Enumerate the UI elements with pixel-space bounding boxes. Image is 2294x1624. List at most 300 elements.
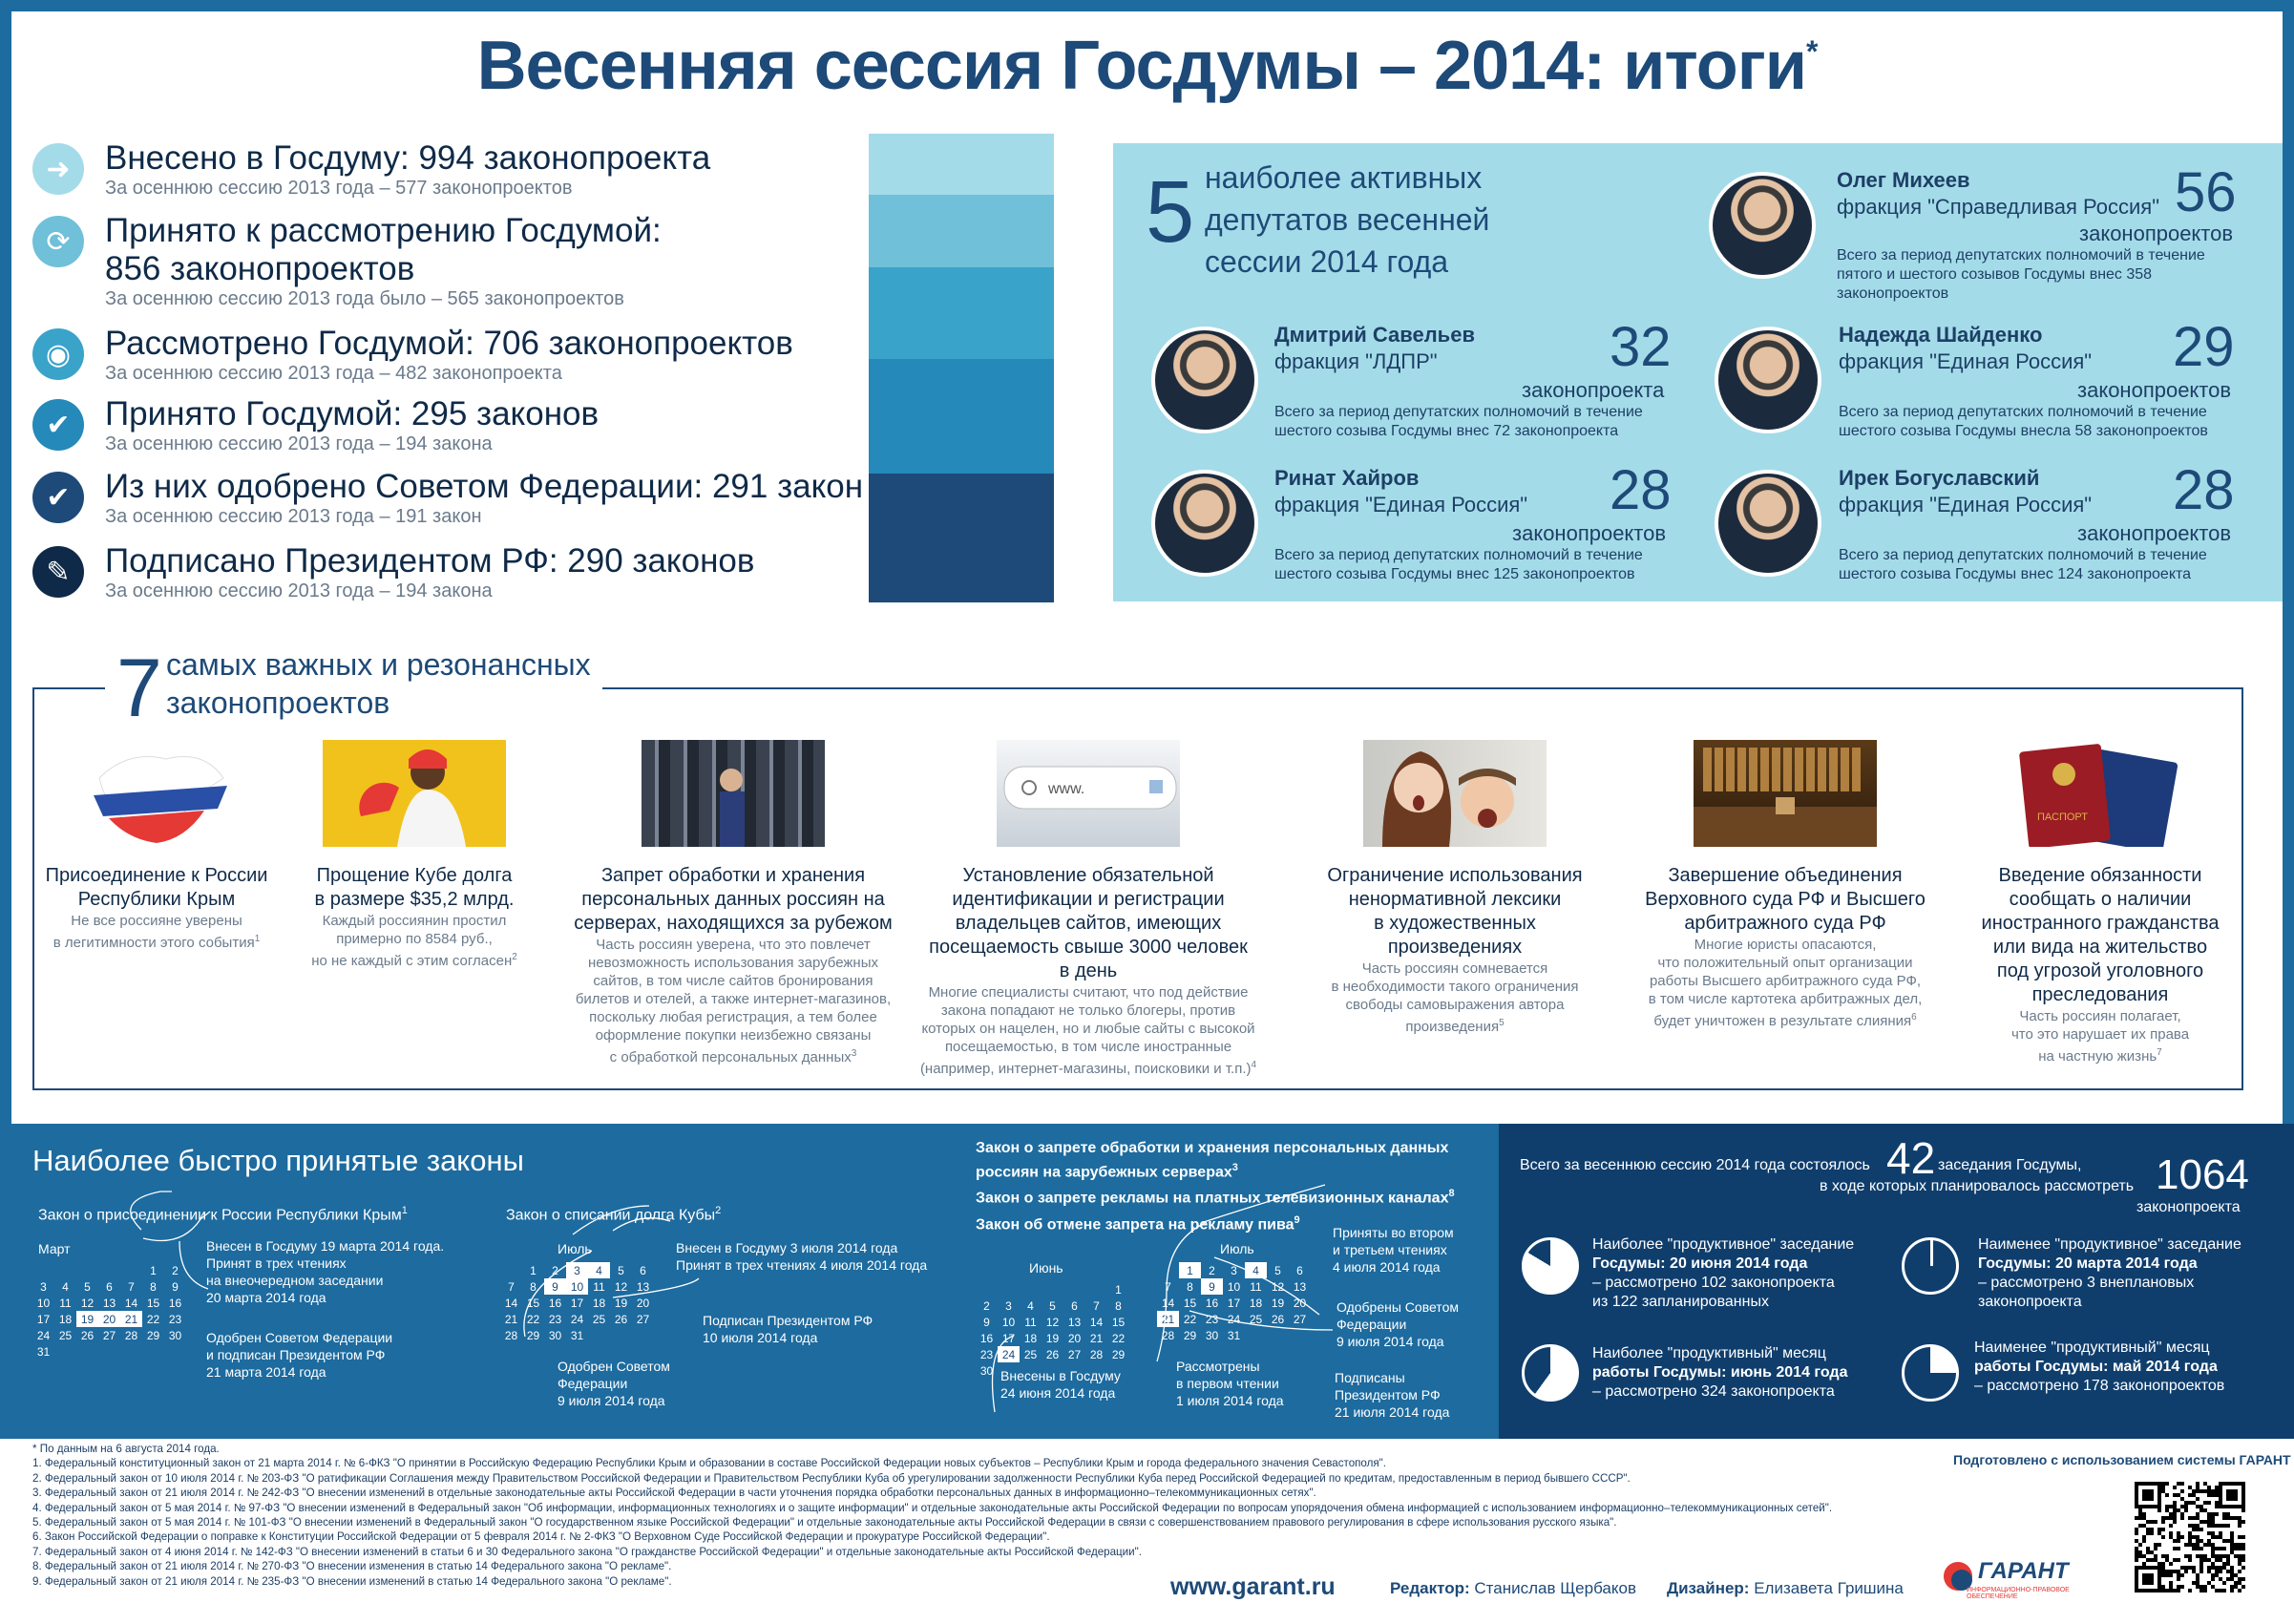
bill-title-line: идентификации и регистрации bbox=[952, 889, 1225, 910]
calendar-day: 30 bbox=[979, 1363, 994, 1378]
footnote-mark: 7 bbox=[2157, 1047, 2162, 1058]
calendar-day: 7 bbox=[1093, 1298, 1100, 1313]
eye-icon: ◉ bbox=[32, 328, 84, 380]
calendar-day: 20 bbox=[1293, 1296, 1307, 1310]
bill-title-line: или вида на жительство bbox=[1992, 937, 2208, 958]
law-title-line: Закон об отмене запрета на рекламу пива$^9$ bbox=[976, 1214, 1300, 1234]
deputy-desc-line: Всего за период депутатских полномочий в течение bbox=[1837, 247, 2205, 264]
bill-sub-line: закона попадают не только блогеры, против bbox=[940, 1002, 1236, 1019]
double-check-icon: ✔ bbox=[32, 472, 84, 523]
deputy-bill-label: законопроектов bbox=[2079, 221, 2234, 245]
bill-title bbox=[916, 864, 1260, 983]
note-line: 4 июля 2014 года bbox=[1333, 1259, 1441, 1275]
calendar-day: 9 bbox=[172, 1279, 179, 1294]
bill-sub bbox=[290, 912, 538, 970]
stat-text bbox=[105, 395, 599, 454]
deputy-faction: фракция "Справедливая Россия" bbox=[1837, 195, 2160, 219]
calendar-day: 23 bbox=[168, 1312, 182, 1326]
deputy-name: Ринат Хайров bbox=[1274, 466, 1420, 490]
stat-row bbox=[32, 542, 754, 601]
session-stat-line: Наиболее "продуктивный" месяц bbox=[1592, 1345, 1826, 1361]
bill-title-line: преследования bbox=[2031, 984, 2169, 1005]
deputy-photo bbox=[1715, 470, 1821, 577]
note-line: Президентом РФ bbox=[1335, 1387, 1441, 1403]
calendar-day: 17 bbox=[36, 1312, 51, 1326]
bill-title-line: иностранного гражданства bbox=[1981, 913, 2220, 934]
footnote: 6. Закон Российской Федерации о поправке к Конституции Российской Федерации от 5 февраля 2014 г. № 2-ФКЗ "О Верховном Суде Российской Федерации и прокуратуре Российской Федерации". bbox=[32, 1530, 1050, 1544]
bill-title-line: Установление обязательной bbox=[962, 865, 1214, 886]
deputy-bill-count: 28 bbox=[2173, 459, 2235, 521]
calendar-day: 10 bbox=[36, 1296, 51, 1310]
deputy-bill-count: 32 bbox=[1610, 316, 1672, 378]
bill-sub-line: свободы самовыражения автора bbox=[1345, 997, 1565, 1013]
cuba-image bbox=[323, 740, 506, 847]
calendar-day: 11 bbox=[1024, 1315, 1037, 1329]
calendar-day: 21 bbox=[1089, 1331, 1104, 1345]
calendar-day: 30 bbox=[1205, 1328, 1219, 1342]
stat-row bbox=[32, 325, 793, 384]
calendar-day: 18 bbox=[1249, 1296, 1263, 1310]
qr-code bbox=[2135, 1482, 2245, 1592]
calendar-day: 5 bbox=[1274, 1263, 1281, 1277]
stat-text bbox=[105, 212, 662, 309]
bill-title-line: Завершение объединения bbox=[1668, 865, 1903, 886]
fast-laws-title: Наиболее быстро принятые законы bbox=[32, 1144, 524, 1177]
calendar-day: 10 bbox=[1001, 1315, 1016, 1329]
calendar-day: 22 bbox=[146, 1312, 160, 1326]
calendar-day: 9 bbox=[544, 1278, 566, 1295]
note-line: Приняты во втором bbox=[1333, 1225, 1454, 1240]
calendar-day: 13 bbox=[636, 1279, 650, 1294]
session-stat-line: – рассмотрено 102 законопроекта bbox=[1592, 1275, 1835, 1291]
calendar-day: 7 bbox=[128, 1279, 135, 1294]
deputy-photo bbox=[1151, 470, 1258, 577]
calendar-day: 10 bbox=[1227, 1279, 1241, 1294]
calendar-day: 5 bbox=[618, 1263, 624, 1277]
calendar-day: 21 bbox=[504, 1312, 518, 1326]
calendar-month: Июль bbox=[558, 1241, 592, 1256]
calendar-day: 29 bbox=[526, 1328, 540, 1342]
calendar-day: 29 bbox=[1111, 1347, 1126, 1361]
timeline-connectors bbox=[0, 1124, 1499, 1439]
bill-title-line: Верховного суда РФ и Высшего bbox=[1645, 889, 1926, 910]
calendar-day: 27 bbox=[1067, 1347, 1082, 1361]
footnote-mark: 1 bbox=[254, 934, 261, 944]
calendar-day: 8 bbox=[1187, 1279, 1193, 1294]
calendar-day: 28 bbox=[1161, 1328, 1175, 1342]
best-month-pie bbox=[1522, 1344, 1579, 1402]
bill-title-line: Прощение Кубе долга bbox=[316, 865, 513, 886]
passports-image bbox=[2009, 740, 2192, 847]
session-stat bbox=[1592, 1235, 1854, 1312]
bill-title-line: произведениях bbox=[1387, 937, 1523, 958]
calendar-day: 15 bbox=[146, 1296, 160, 1310]
note-line: и третьем чтениях bbox=[1333, 1242, 1447, 1257]
calendar-day: 14 bbox=[124, 1296, 138, 1310]
calendar-day: 28 bbox=[1089, 1347, 1104, 1361]
calendar-day: 4 bbox=[588, 1262, 610, 1278]
session-stat-line: работы Госдумы: май 2014 года bbox=[1974, 1359, 2218, 1375]
bill-sub-line: поскольку любая регистрация, а тем более bbox=[589, 1009, 877, 1025]
sessions-text: заседания Госдумы, bbox=[1938, 1157, 2082, 1173]
calendar-day: 29 bbox=[146, 1328, 160, 1342]
deputy-photo bbox=[1151, 327, 1258, 433]
session-stat-line: Наименее "продуктивный" месяц bbox=[1974, 1339, 2210, 1356]
bill-sub-line: Часть россиян уверена, что это повлечет bbox=[596, 937, 871, 953]
stat-text bbox=[105, 139, 710, 199]
calendar-day: 22 bbox=[1111, 1331, 1126, 1345]
active-heading: наиболее активных депутатов весенней сессии 2014 года bbox=[1205, 160, 1490, 279]
bill-title bbox=[42, 864, 271, 912]
calendar-day: 16 bbox=[168, 1296, 182, 1310]
bill-sub-line: будет уничтожен в результате слияния$^6$ bbox=[1653, 1012, 1917, 1029]
stat-row bbox=[32, 212, 662, 309]
bill-sub-line: Многие специалисты считают, что под действие bbox=[928, 984, 1249, 1001]
bill-item bbox=[1623, 740, 1947, 1030]
site-link[interactable]: www.garant.ru bbox=[1170, 1573, 1336, 1600]
deputy-desc-line: Всего за период депутатских полномочий в течение bbox=[1839, 547, 2207, 563]
deputy-bill-count: 29 bbox=[2173, 316, 2235, 378]
garant-logo: ГАРАНТ ИНФОРМАЦИОННО-ПРАВОВОЕ ОБЕСПЕЧЕНИЕ bbox=[1944, 1556, 2079, 1602]
calendar-day: 31 bbox=[36, 1344, 51, 1359]
note-line: Подписан Президентом РФ bbox=[703, 1313, 873, 1328]
calendar-day: 9 bbox=[983, 1315, 990, 1329]
calendar-day: 24 bbox=[998, 1346, 1020, 1362]
bar-segment bbox=[869, 474, 1054, 602]
note-line: Внесен в Госдуму 3 июля 2014 года bbox=[676, 1240, 898, 1255]
deputy-bill-label: законопроектов bbox=[1512, 521, 1667, 545]
bill-sub-line: что положительный опыт организации bbox=[1657, 955, 1913, 971]
stat-sub: За осеннюю сессию 2013 года – 194 закона bbox=[105, 580, 493, 601]
footnote: 9. Федеральный закон от 21 июля 2014 г. № 235-ФЗ "О внесении изменений в статью 14 Федерального закона "О рекламе". bbox=[32, 1574, 672, 1588]
session-stat-line: Наименее "продуктивное" заседание bbox=[1978, 1236, 2241, 1253]
law1-title: Закон о присоединении к России Республики Крым$^1$ bbox=[38, 1205, 408, 1224]
calendar-day: 17 bbox=[570, 1296, 584, 1310]
session-stat-line: – рассмотрено 3 внеплановых bbox=[1978, 1275, 2195, 1291]
deputy-bill-label: законопроектов bbox=[2077, 521, 2232, 545]
calendar-day: 19 bbox=[614, 1296, 628, 1310]
note-line: в первом чтении bbox=[1176, 1376, 1279, 1391]
bill-sub-line: Каждый россиянин простил bbox=[322, 913, 507, 929]
calendar-day: 24 bbox=[1227, 1312, 1241, 1326]
footnote: 3. Федеральный закон от 21 июля 2014 г. № 242-ФЗ "О внесении изменений в отдельные законодательные акты Российской Федерации в части уточнения порядка обработки персональных данных в информационно–телекоммуникационных сетях". bbox=[32, 1487, 1316, 1500]
calendar-month: Июнь bbox=[1029, 1260, 1063, 1276]
calendar-month: Июль bbox=[1220, 1241, 1254, 1256]
bill-title-line: серверах, находящихся за рубежом bbox=[574, 913, 893, 934]
deputy-desc-line: Всего за период депутатских полномочий в течение bbox=[1274, 547, 1643, 563]
calendar-day: 2 bbox=[172, 1263, 179, 1277]
bill-title-line: под угрозой уголовного bbox=[1996, 960, 2204, 981]
calendar-day: 8 bbox=[1115, 1298, 1122, 1313]
deputy-description bbox=[1839, 403, 2259, 441]
calendar-day: 28 bbox=[124, 1328, 138, 1342]
calendar-day: 15 bbox=[1111, 1315, 1126, 1329]
calendar-day: 14 bbox=[504, 1296, 518, 1310]
calendar-day: 12 bbox=[1045, 1315, 1060, 1329]
bill-title-line: Введение обязанности bbox=[1998, 865, 2202, 886]
bill-sub-line: (например, интернет-магазины, поисковики и т.п.)$^4$ bbox=[919, 1060, 1257, 1077]
calendar-day: 28 bbox=[504, 1328, 518, 1342]
footnotes bbox=[32, 1442, 1832, 1589]
bill-item bbox=[1957, 740, 2243, 1065]
footnote-mark: 8 bbox=[1448, 1188, 1455, 1199]
planned-label: законопроекта bbox=[2136, 1199, 2241, 1215]
footnote: 1. Федеральный конституционный закон от 21 марта 2014 г. № 6-ФКЗ "О принятии в Российскую Федерацию Республики Крым и образовании в составе Российской Федерации новых субъектов – Республики Крым и города федерального значения Севастополя". bbox=[32, 1457, 1386, 1470]
calendar-day: 17 bbox=[1227, 1296, 1241, 1310]
footnote: 5. Федеральный закон от 5 мая 2014 г. № 101-ФЗ "О внесении изменений в Федеральный закон "О государственном языке Российской Федерации" и отдельные законодательные акты Российской Федерации в связи с совершенствованием правового регулирования в сфере использования русского языка". bbox=[32, 1516, 1617, 1529]
calendar-day: 27 bbox=[1293, 1312, 1307, 1326]
deputy-name: Ирек Богуславский bbox=[1839, 466, 2040, 490]
deputy-description bbox=[1274, 546, 1694, 584]
footnote-mark: 5 bbox=[1499, 1018, 1505, 1028]
deputy-faction: фракция "Единая Россия" bbox=[1839, 349, 2093, 373]
stat-sub: За осеннюю сессию 2013 года – 191 закон bbox=[105, 506, 482, 527]
calendar-month: Март bbox=[38, 1241, 71, 1256]
bill-item bbox=[1294, 740, 1615, 1036]
bill-title bbox=[571, 864, 895, 936]
calendar-day: 12 bbox=[80, 1296, 95, 1310]
bill-sub-line: но не каждый с этим согласен$^2$ bbox=[311, 952, 517, 969]
session-stat-line: Госдумы: 20 июня 2014 года bbox=[1592, 1255, 1808, 1272]
footnote-mark: 2 bbox=[512, 952, 517, 962]
bills-count: 7 bbox=[105, 642, 174, 736]
deputy-description bbox=[1274, 403, 1694, 441]
calendar-day: 3 bbox=[40, 1279, 47, 1294]
session-stat-line: Госдумы: 20 марта 2014 года bbox=[1978, 1255, 2198, 1272]
calendar-day: 5 bbox=[1049, 1298, 1056, 1313]
footnote-mark: 4 bbox=[1251, 1060, 1257, 1070]
calendar-day: 12 bbox=[1271, 1279, 1285, 1294]
note-line: Принят в трех чтениях bbox=[206, 1255, 347, 1271]
stat-main-2: 856 законопроектов bbox=[105, 250, 415, 287]
bill-sub-line: Часть россиян сомневается bbox=[1361, 960, 1548, 977]
worst-month-pie bbox=[1902, 1344, 1959, 1402]
bill-sub bbox=[1623, 936, 1947, 1030]
footnote: * По данным на 6 августа 2014 года. bbox=[32, 1443, 220, 1455]
bill-title-line: Ограничение использования bbox=[1327, 865, 1583, 886]
bill-title-line: в размере $35,2 млрд. bbox=[314, 889, 515, 910]
calendar-day: 11 bbox=[593, 1279, 605, 1294]
session-stat bbox=[1592, 1344, 1847, 1402]
session-stat-line: – рассмотрено 178 законопроектов bbox=[1974, 1378, 2225, 1394]
note-line: 21 июля 2014 года bbox=[1335, 1404, 1450, 1420]
note-line: 20 марта 2014 года bbox=[206, 1290, 326, 1305]
law-title-line: Закон о запрете обработки и хранения персональных данных bbox=[976, 1140, 1449, 1156]
session-stat-line: – рассмотрено 324 законопроекта bbox=[1592, 1383, 1835, 1400]
bar-segment bbox=[869, 195, 1054, 267]
calendar-day: 15 bbox=[526, 1296, 540, 1310]
deputy-photo bbox=[1709, 172, 1816, 279]
session-stat-line: из 122 запланированных bbox=[1592, 1294, 1769, 1310]
deputy-bill-count: 56 bbox=[2175, 161, 2237, 223]
stat-main: Внесено в Госдуму: 994 законопроекта bbox=[105, 139, 711, 177]
stat-text bbox=[105, 468, 863, 527]
stat-sub: За осеннюю сессию 2013 года – 577 законопроектов bbox=[105, 178, 573, 199]
calendar-day: 1 bbox=[530, 1263, 537, 1277]
stat-text bbox=[105, 325, 793, 384]
prepared-note: Подготовлено с использованием системы ГАРАНТ bbox=[1953, 1452, 2291, 1467]
note-line: Федерации bbox=[558, 1376, 628, 1391]
stat-main: Рассмотрено Госдумой: 706 законопроектов bbox=[105, 325, 793, 362]
check-icon: ✔ bbox=[32, 399, 84, 451]
note-line: и подписан Президентом РФ bbox=[206, 1347, 386, 1362]
deputy-desc-line: Всего за период депутатских полномочий в течение bbox=[1274, 404, 1643, 420]
active-count: 5 bbox=[1146, 163, 1195, 261]
calendar-day: 30 bbox=[168, 1328, 182, 1342]
calendar-day: 25 bbox=[1249, 1312, 1263, 1326]
bill-sub-line: работы Высшего арбитражного суда РФ, bbox=[1649, 973, 1922, 989]
search-text: www. bbox=[1048, 781, 1085, 797]
calendar-day: 14 bbox=[1089, 1315, 1104, 1329]
calendar-day: 13 bbox=[1067, 1315, 1082, 1329]
deputy-faction: фракция "Единая Россия" bbox=[1839, 493, 2093, 517]
bill-title-line: в день bbox=[1059, 960, 1118, 981]
calendar-day: 13 bbox=[1293, 1279, 1307, 1294]
calendar-day: 31 bbox=[1227, 1328, 1241, 1342]
court-image bbox=[1694, 740, 1877, 847]
footnote: 8. Федеральный закон от 21 июля 2014 г. № 270-ФЗ "О внесении изменения в статью 14 Федерального закона "О рекламе". bbox=[32, 1560, 672, 1573]
calendar-day: 26 bbox=[1271, 1312, 1285, 1326]
deputy-desc-line: шестого созыва Госдумы внес 125 законопроектов bbox=[1274, 566, 1635, 582]
deputy-desc-line: пятого и шестого созывов Госдумы внес 358 bbox=[1837, 266, 2153, 283]
calendar-day: 19 bbox=[1271, 1296, 1285, 1310]
calendar-day: 22 bbox=[526, 1312, 540, 1326]
planned-count: 1064 bbox=[2156, 1151, 2249, 1198]
calendar-day: 11 bbox=[59, 1296, 72, 1310]
calendar-day: 16 bbox=[1205, 1296, 1219, 1310]
best-day-pie bbox=[1522, 1237, 1579, 1295]
note-line: Внесен в Госдуму 19 марта 2014 года. bbox=[206, 1238, 445, 1254]
note-line: Рассмотрены bbox=[1176, 1359, 1260, 1374]
note-line: 1 июля 2014 года bbox=[1176, 1393, 1284, 1408]
calendar-day: 12 bbox=[614, 1279, 628, 1294]
footnote: 7. Федеральный закон от 4 июня 2014 г. № 142-ФЗ "О внесении изменений в статьи 6 и 30 Федерального закона "О гражданстве Российской Федерации" и отдельные законодательные акты Российской Федерации". bbox=[32, 1545, 1142, 1558]
page-title: Весенняя сессия Госдумы – 2014: итоги* bbox=[476, 28, 1818, 104]
law2-title: Закон о списании долга Кубы$^2$ bbox=[506, 1205, 722, 1224]
calendar-day: 6 bbox=[106, 1279, 113, 1294]
deputy-name: Надежда Шайденко bbox=[1839, 323, 2043, 347]
stat-text bbox=[105, 542, 754, 601]
bill-sub-line: с обработкой персональных данных$^3$ bbox=[609, 1048, 857, 1065]
bill-sub-line: Часть россиян полагает, bbox=[2019, 1008, 2181, 1024]
calendar-day: 7 bbox=[508, 1279, 515, 1294]
calendar-day: 4 bbox=[1245, 1262, 1267, 1278]
bill-title-line: посещаемость свыше 3000 человек bbox=[929, 937, 1248, 958]
bar-segment bbox=[869, 359, 1054, 474]
bar-segment bbox=[869, 267, 1054, 359]
note-line: 10 июля 2014 года bbox=[703, 1330, 818, 1345]
note-line: Подписаны bbox=[1335, 1370, 1405, 1385]
footnote-mark: 9 bbox=[1294, 1214, 1300, 1226]
bill-sub-line: что это нарушает их права bbox=[2010, 1026, 2190, 1043]
stat-sub: За осеннюю сессию 2013 года – 194 закона bbox=[105, 433, 493, 454]
calendar-day: 26 bbox=[614, 1312, 628, 1326]
bill-sub-line: в том числе картотека арбитражных дел, bbox=[1648, 991, 1923, 1007]
note-line: Федерации bbox=[1336, 1317, 1407, 1332]
note-line: 9 июля 2014 года bbox=[1336, 1334, 1444, 1349]
bill-sub-line: в необходимости такого ограничения bbox=[1331, 979, 1579, 995]
calendar-day: 1 bbox=[1179, 1262, 1201, 1278]
footnote: 4. Федеральный закон от 5 мая 2014 г. № 97-ФЗ "О внесении изменений в Федеральный закон "Об информации, информационных технологиях и о защите информации" и отдельные законодательные акты Российской Федерации по вопросам упорядочения обмена информацией с использованием информационно–телекоммуникационных сетей". bbox=[32, 1501, 1833, 1514]
bill-title bbox=[1623, 864, 1947, 936]
footnote-mark: 6 bbox=[1911, 1012, 1917, 1023]
note-line: 9 июля 2014 года bbox=[558, 1393, 665, 1408]
calendar-day: 25 bbox=[58, 1328, 73, 1342]
note-line: Одобрен Советом bbox=[558, 1359, 670, 1374]
calendar-day: 17 bbox=[1001, 1331, 1016, 1345]
calendar-day: 9 bbox=[1201, 1278, 1223, 1295]
bill-sub-line: Не все россияне уверены bbox=[71, 913, 242, 929]
bill-sub-line: в легитимности этого события$^1$ bbox=[53, 934, 261, 951]
calendar-day: 6 bbox=[1296, 1263, 1303, 1277]
session-stat-line: законопроекта bbox=[1978, 1294, 2082, 1310]
calendar-day: 8 bbox=[150, 1279, 157, 1294]
bill-sub bbox=[571, 936, 895, 1066]
bill-sub bbox=[916, 983, 1260, 1078]
passport-text: ПАСПОРТ bbox=[2037, 812, 2088, 823]
bill-sub-line: оформление покупки неизбежно связаны bbox=[595, 1027, 872, 1044]
calendar-day: 24 bbox=[570, 1312, 584, 1326]
deputy-desc-line: шестого созыва Госдумы внес 72 законопроекта bbox=[1274, 423, 1619, 439]
bill-item bbox=[571, 740, 895, 1066]
sessions-line2: в ходе которых планировалось рассмотреть bbox=[1820, 1178, 2135, 1194]
bill-sub bbox=[1294, 960, 1615, 1036]
search-image bbox=[997, 740, 1180, 847]
bills-heading: самых важных и резонансных законопроектов bbox=[166, 645, 602, 722]
calendar-day: 25 bbox=[1023, 1347, 1038, 1361]
calendar-day: 23 bbox=[979, 1347, 994, 1361]
kids-image bbox=[1363, 740, 1547, 847]
arrow-right-icon: ➜ bbox=[32, 143, 84, 195]
bill-title-line: в художественных bbox=[1374, 913, 1536, 934]
calendar-day: 3 bbox=[1231, 1263, 1237, 1277]
deputy-desc-line: Всего за период депутатских полномочий в течение bbox=[1839, 404, 2207, 420]
deputy-name: Дмитрий Савельев bbox=[1274, 323, 1475, 347]
worst-day-pie bbox=[1902, 1237, 1959, 1295]
deputy-name: Олег Михеев bbox=[1837, 168, 1970, 192]
bill-sub-line: на частную жизнь$^7$ bbox=[2038, 1047, 2162, 1065]
calendar-day: 6 bbox=[1071, 1298, 1078, 1313]
calendar-day: 29 bbox=[1183, 1328, 1197, 1342]
bill-title-line: ненормативной лексики bbox=[1348, 889, 1562, 910]
bill-item bbox=[290, 740, 538, 970]
note-line: на внеочередном заседании bbox=[206, 1273, 384, 1288]
calendar-day: 3 bbox=[1005, 1298, 1012, 1313]
calendar-day: 26 bbox=[1045, 1347, 1060, 1361]
calendar-day: 19 bbox=[76, 1311, 98, 1327]
bill-sub-line: которых он нацелен, но и любые сайты с высокой bbox=[921, 1021, 1255, 1037]
sessions-text: Всего за весеннюю сессию 2014 года состоялось bbox=[1520, 1157, 1870, 1173]
bill-sub-line: посещаемостью, в том числе иностранные bbox=[944, 1039, 1232, 1055]
note-line: 24 июня 2014 года bbox=[1000, 1385, 1116, 1401]
footnote: 2. Федеральный закон от 10 июля 2014 г. № 203-ФЗ "О ратификации Соглашения между Правительством Российской Федерации и Правительством Республики Куба об урегулировании задолженности Республики Куба перед Российской Федерацией по кредитам, предоставленным в период бывшего СССР". bbox=[32, 1471, 1631, 1485]
bill-title-line: Республики Крым bbox=[77, 889, 236, 910]
stat-main: Принято Госдумой: 295 законов bbox=[105, 395, 600, 432]
calendar-day: 26 bbox=[80, 1328, 95, 1342]
bill-title-line: владельцев сайтов, имеющих bbox=[955, 913, 1222, 934]
bill-sub-line: произведения$^5$ bbox=[1405, 1018, 1505, 1035]
calendar-day: 19 bbox=[1045, 1331, 1060, 1345]
deputy-bill-count: 28 bbox=[1610, 459, 1672, 521]
calendar-day: 6 bbox=[640, 1263, 646, 1277]
stat-row bbox=[32, 395, 599, 454]
crimea-image bbox=[80, 740, 233, 847]
calendar-day: 20 bbox=[98, 1311, 120, 1327]
deputy-faction: фракция "Единая Россия" bbox=[1274, 493, 1528, 517]
note-line: Одобрены Советом bbox=[1336, 1299, 1459, 1315]
servers-image bbox=[642, 740, 825, 847]
footnote-mark: 3 bbox=[1231, 1162, 1238, 1173]
